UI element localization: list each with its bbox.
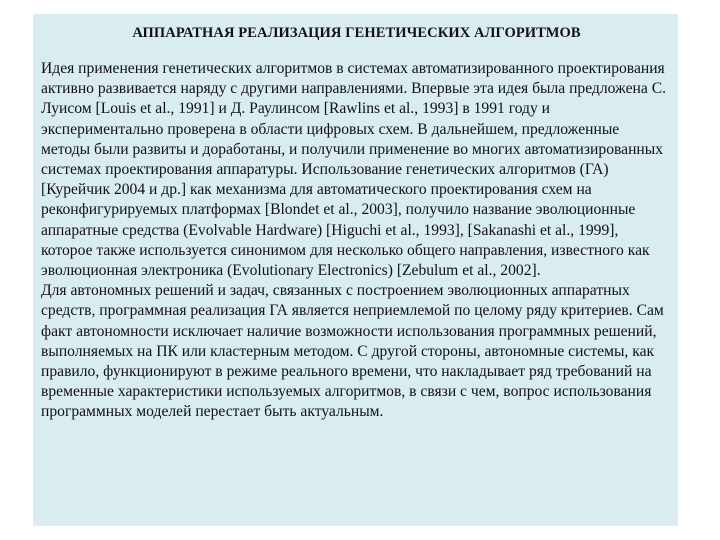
body-paragraph-2: Для автономных решений и задач, связанных с построением эволюционных аппаратных средств, программная реализация ГА является неприемлемой по целому ряду критериев. Сам факт автономности исключает наличие возможности использования программных решений, выполняемых на ПК или кластерным методом. С другой стороны, автономные системы, как правило, функционируют в режиме реального времени, что накладывает ряд требований на временные характеристики используемых алгоритмов, в связи с чем, вопрос использования программных моделей перестает быть актуальным.: [41, 282, 664, 421]
body-paragraph-1: Идея применения генетических алгоритмов в системах автоматизированного проектирования активно развивается наряду с другими направлениями. Впервые эта идея была предложена С. Луисом [Louis et al., 1991] и Д. Раулинсом [Rawlins et al., 1993] в 1991 году и экспериментально проверена в области цифровых схем. В дальнейшем, предложенные методы были развиты и доработаны, и получили применение во многих автоматизированных системах проектирования аппаратуры. Использование генетических алгоритмов (ГА) [Курейчик 2004 и др.] как механизма для автоматического проектирования схем на реконфигурируемых платформах [Blondet et al., 2003], получило название эволюционные аппаратные средства (Evolvable Hardware) [Higuchi et al., 1993], [Sakanashi et al., 1999], которое также используется синонимом для несколько общего направления, известного как эволюционная электроника (Evolutionary Electronics) [Zebulum et al., 2002].: [41, 60, 667, 280]
text-panel: [33, 14, 678, 526]
slide-title: АППАРАТНАЯ РЕАЛИЗАЦИЯ ГЕНЕТИЧЕСКИХ АЛГОРИТМОВ: [132, 25, 581, 41]
